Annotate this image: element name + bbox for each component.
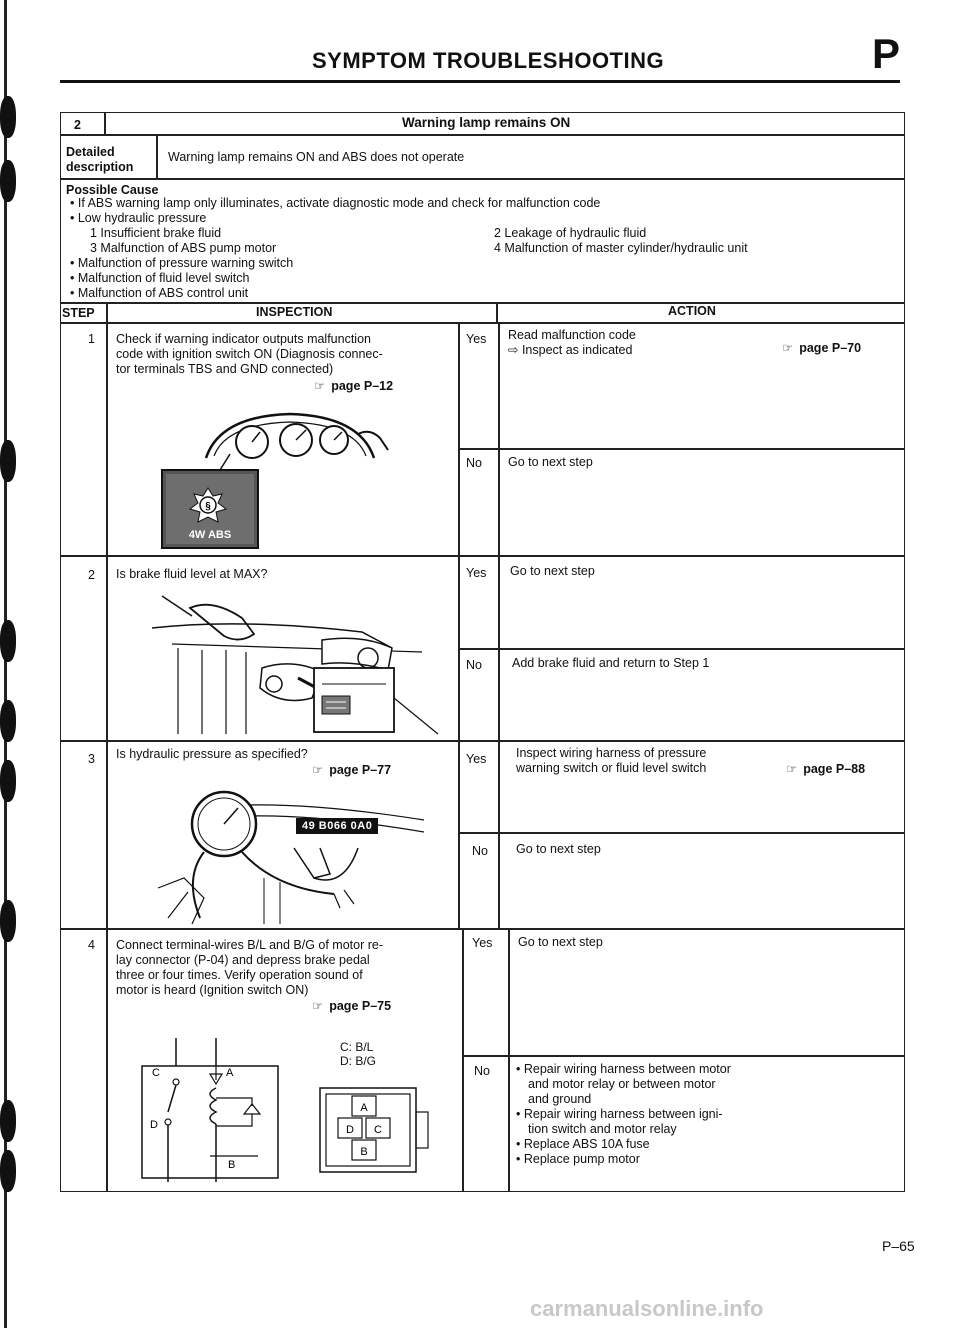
step-inspection: code with ignition switch ON (Diagnosis connec- (116, 347, 383, 361)
page-number: P–65 (882, 1238, 915, 1254)
action-text: ⇨ Inspect as indicated (508, 343, 633, 357)
title-rule (60, 80, 900, 83)
svg-text:D: D (346, 1124, 354, 1136)
page-reference: ☞ page P–77 (312, 763, 392, 777)
step-inspection: motor is heard (Ignition switch ON) (116, 983, 309, 997)
description-label: description (66, 160, 134, 174)
step-inspection: Is hydraulic pressure as specified? (116, 747, 308, 761)
no-label: No (466, 456, 482, 470)
page-reference: ☞ page P–12 (314, 379, 394, 393)
wire-legend: C: B/L (340, 1040, 374, 1054)
page-ref-icon: ☞ (312, 763, 324, 777)
step-inspection: lay connector (P-04) and depress brake pedal (116, 953, 370, 967)
rule-yes-no-2 (458, 648, 905, 650)
causes-heading: Possible Cause (66, 183, 159, 197)
relay-circuit-diagram (140, 1036, 290, 1186)
section-letter: P (872, 30, 901, 77)
rule-description (60, 178, 905, 180)
svg-text:C: C (374, 1124, 382, 1136)
action-text: and ground (528, 1092, 592, 1106)
action-text: • Repair wiring harness between igni- (516, 1107, 723, 1121)
rule-step-col (106, 302, 108, 1192)
rule-yes-no-3 (458, 832, 905, 834)
action-text: Read malfunction code (508, 328, 636, 342)
action-text: Go to next step (516, 842, 601, 856)
rule-step-3 (60, 928, 905, 930)
special-tool-label: 49 B066 0A0 (296, 818, 378, 834)
relay-connector-diagram (316, 1084, 436, 1176)
action-text: warning switch or fluid level switch (516, 761, 707, 775)
svg-text:4W ABS: 4W ABS (188, 529, 232, 541)
action-text: Go to next step (510, 564, 595, 578)
svg-text:B: B (360, 1146, 368, 1158)
action-text: • Replace pump motor (516, 1152, 640, 1166)
page-ref-icon: ☞ (786, 762, 798, 776)
cause-item: • Malfunction of fluid level switch (70, 271, 250, 285)
action-text: and motor relay or between motor (528, 1077, 716, 1091)
no-label: No (474, 1064, 490, 1078)
rule-causes (60, 302, 905, 304)
cause-item: • If ABS warning lamp only illuminates, activate diagnostic mode and check for malfunction code (70, 196, 601, 210)
action-text: • Replace ABS 10A fuse (516, 1137, 650, 1151)
step-number: 2 (88, 568, 95, 582)
page-reference: ☞ page P–75 (312, 999, 392, 1013)
action-text: tion switch and motor relay (528, 1122, 677, 1136)
step-inspection: Check if warning indicator outputs malfunction (116, 332, 371, 346)
cause-item: • Malfunction of pressure warning switch (70, 256, 294, 270)
yes-label: Yes (472, 936, 493, 950)
rule-action-col (498, 322, 500, 928)
page-ref-icon: ☞ (312, 999, 324, 1013)
header-action: ACTION (668, 304, 716, 318)
pressure-gauge-illustration (144, 778, 454, 926)
svg-text:B: B (228, 1159, 236, 1171)
rule-yesno-col-4 (462, 928, 464, 1192)
step-inspection: Is brake fluid level at MAX? (116, 567, 268, 581)
step-number: 3 (88, 752, 95, 766)
action-text: Go to next step (508, 455, 593, 469)
page-reference: ☞ page P–70 (782, 341, 862, 355)
cause-item: • Malfunction of ABS control unit (70, 286, 249, 300)
step-inspection: three or four times. Verify operation sound of (116, 968, 363, 982)
rule-action-col-4 (508, 928, 510, 1192)
yes-label: Yes (466, 566, 487, 580)
page-ref-icon: ☞ (782, 341, 794, 355)
step-inspection: Connect terminal-wires B/L and B/G of motor re- (116, 938, 383, 952)
action-text: • Repair wiring harness between motor (516, 1062, 731, 1076)
cause-sub-item: 2 Leakage of hydraulic fluid (494, 226, 647, 240)
svg-text:D: D (150, 1119, 158, 1131)
rule-header-split (496, 302, 498, 322)
rule-header (60, 322, 905, 324)
page-ref-icon: ☞ (314, 379, 326, 393)
symptom-number: 2 (74, 118, 81, 132)
page-title: SYMPTOM TROUBLESHOOTING (312, 48, 665, 73)
rule-title (60, 134, 905, 136)
rule-step-2 (60, 740, 905, 742)
detailed-label: Detailed (66, 145, 115, 159)
action-text: Inspect wiring harness of pressure (516, 746, 707, 760)
action-text: Add brake fluid and return to Step 1 (512, 656, 710, 670)
yes-label: Yes (466, 332, 487, 346)
wire-legend: D: B/G (340, 1054, 377, 1068)
instrument-cluster-illustration (160, 408, 420, 550)
step-inspection: tor terminals TBS and GND connected) (116, 362, 334, 376)
header-step: STEP (62, 306, 95, 320)
brake-reservoir-illustration (142, 588, 442, 736)
symptom-description: Warning lamp remains ON and ABS does not operate (168, 150, 465, 164)
action-text: Go to next step (518, 935, 603, 949)
cause-sub-item: 1 Insufficient brake fluid (90, 226, 222, 240)
svg-text:C: C (152, 1067, 160, 1079)
rule-yesno-col (458, 322, 460, 928)
rule-yes-no-4 (462, 1055, 905, 1057)
site-watermark: carmanualsonline.info (530, 1296, 764, 1321)
svg-text:A: A (360, 1102, 368, 1114)
svg-text:§: § (205, 501, 211, 512)
symptom-title: Warning lamp remains ON (402, 115, 571, 130)
header-inspection: INSPECTION (256, 305, 333, 319)
step-number: 4 (88, 938, 95, 952)
page-reference: ☞ page P–88 (786, 762, 866, 776)
rule-number-col (104, 112, 106, 134)
rule-yes-no-1 (458, 448, 905, 450)
cause-sub-item: 3 Malfunction of ABS pump motor (90, 241, 277, 255)
page-binding-edge (0, 0, 20, 1328)
cause-sub-item: 4 Malfunction of master cylinder/hydraulic unit (494, 241, 748, 255)
step-number: 1 (88, 332, 95, 346)
svg-text:A: A (226, 1067, 234, 1079)
no-label: No (466, 658, 482, 672)
rule-step-1 (60, 555, 905, 557)
yes-label: Yes (466, 752, 487, 766)
no-label: No (472, 844, 488, 858)
rule-label-col (156, 134, 158, 178)
cause-item: • Low hydraulic pressure (70, 211, 207, 225)
